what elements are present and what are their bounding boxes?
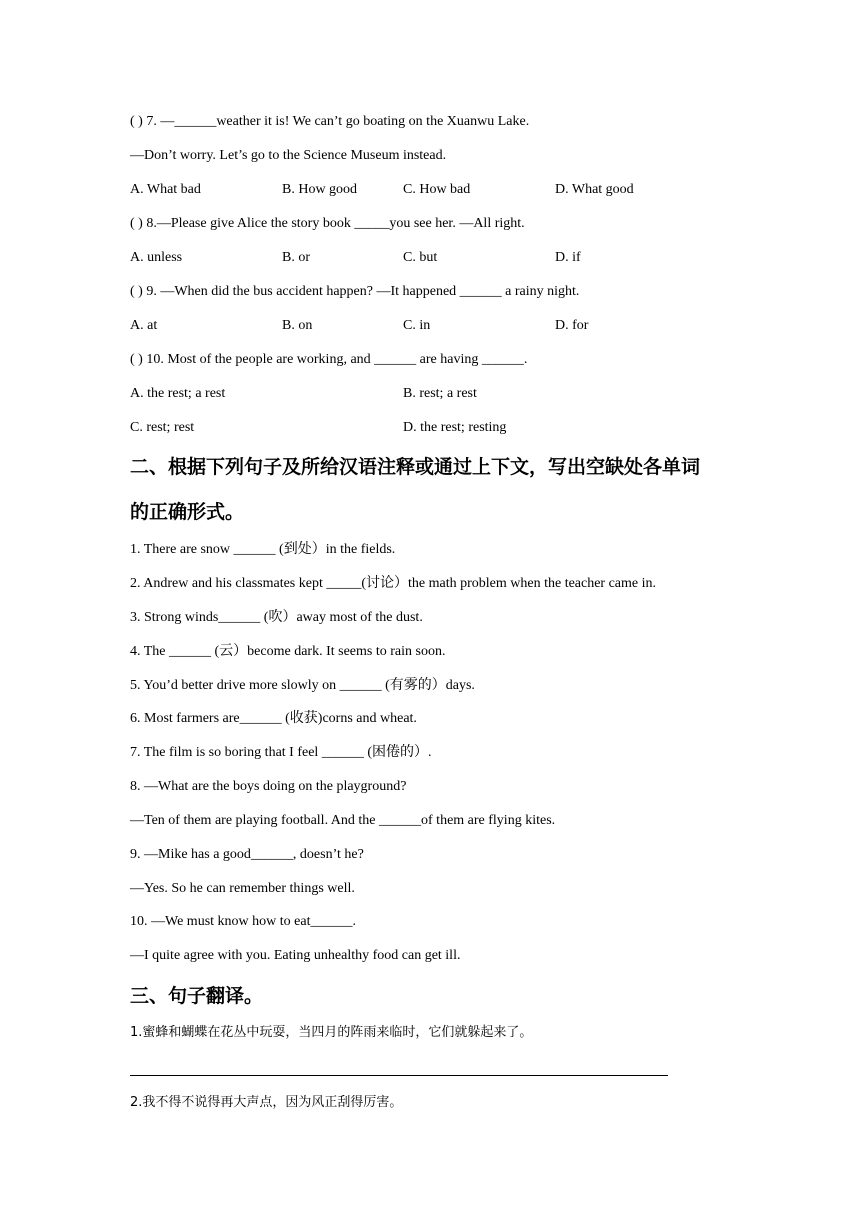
section2-item-4: 4. The ______ (云）become dark. It seems to rain soon.	[130, 644, 446, 659]
q10-stem: ( ) 10. Most of the people are working, and ______ are having ______.	[130, 352, 528, 367]
q7-option-d: D. What good	[555, 182, 634, 197]
section3-item-2: 2.我不得不说得再大声点，因为风正刮得厉害。	[130, 1095, 403, 1110]
section2-item-1: 1. There are snow ______ (到处）in the fields.	[130, 542, 396, 557]
section3-item-1: 1.蜜蜂和蝴蝶在花丛中玩耍，当四月的阵雨来临时，它们就躲起来了。	[130, 1025, 533, 1040]
q7-option-b: B. How good	[282, 182, 358, 197]
q10-option-d: D. the rest; resting	[403, 420, 507, 435]
q9-stem: ( ) 9. —When did the bus accident happen? —It happened ______ a rainy night.	[130, 284, 580, 299]
q7-reply: —Don’t worry. Let’s go to the Science Museum instead.	[130, 148, 447, 163]
section2-item-8-question: 8. —What are the boys doing on the playground?	[130, 779, 407, 794]
section2-heading-line1: 二、根据下列句子及所给汉语注释或通过上下文，写出空缺处各单词	[130, 456, 701, 478]
section2-item-3: 3. Strong winds______ (吹）away most of the dust.	[130, 610, 423, 625]
q7-option-a: A. What bad	[130, 182, 201, 197]
q7-option-c: C. How bad	[403, 182, 471, 197]
q8-stem: ( ) 8.—Please give Alice the story book _____you see her. —All right.	[130, 216, 525, 231]
q9-option-c: C. in	[403, 318, 431, 333]
section2-item-2: 2. Andrew and his classmates kept _____(讨论）the math problem when the teacher came in.	[130, 576, 657, 591]
section2-item-5: 5. You’d better drive more slowly on ______ (有雾的）days.	[130, 678, 475, 693]
q10-option-a: A. the rest; a rest	[130, 386, 226, 401]
q10-option-b: B. rest; a rest	[403, 386, 477, 401]
q8-option-a: A. unless	[130, 250, 183, 265]
section2-item-6: 6. Most farmers are______ (收获)corns and wheat.	[130, 711, 417, 726]
section2-item-7: 7. The film is so boring that I feel ______ (困倦的）.	[130, 745, 432, 760]
q8-option-d: D. if	[555, 250, 581, 265]
section3-heading: 三、句子翻译。	[130, 985, 264, 1007]
section2-item-8-answer: —Ten of them are playing football. And the ______of them are flying kites.	[130, 813, 556, 828]
q7-stem: ( ) 7. —______weather it is! We can’t go boating on the Xuanwu Lake.	[130, 114, 530, 129]
q9-option-a: A. at	[130, 318, 158, 333]
q8-option-c: C. but	[403, 250, 438, 265]
q9-option-b: B. on	[282, 318, 313, 333]
answer-blank-line[interactable]	[130, 1075, 668, 1076]
q8-option-b: B. or	[282, 250, 310, 265]
q10-option-c: C. rest; rest	[130, 420, 195, 435]
q9-option-d: D. for	[555, 318, 589, 333]
section2-item-9-question: 9. —Mike has a good______, doesn’t he?	[130, 847, 364, 862]
section2-heading-line2: 的正确形式。	[130, 501, 245, 523]
section2-item-10-question: 10. —We must know how to eat______.	[130, 914, 356, 929]
section2-item-10-answer: —I quite agree with you. Eating unhealthy food can get ill.	[130, 948, 461, 963]
section2-item-9-answer: —Yes. So he can remember things well.	[130, 881, 355, 896]
